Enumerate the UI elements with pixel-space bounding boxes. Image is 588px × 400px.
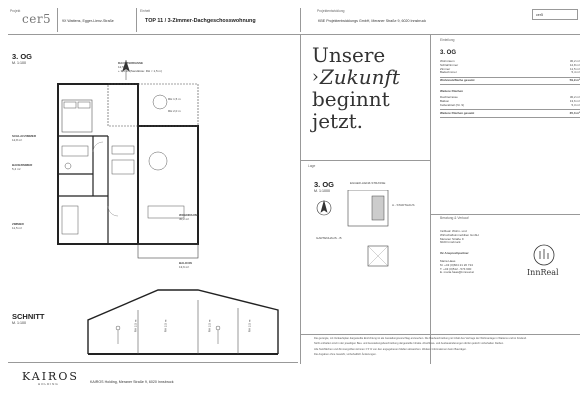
projekt-label: Projekt: [10, 9, 21, 13]
einheit-label: Einheit: [140, 9, 151, 13]
innreal-logo: InnReal: [527, 268, 559, 277]
project-address: 9X Wattens, Egger-Lienz-Straße: [62, 19, 114, 23]
footer-address: KAIROS Holding, Meraner Straße 9, 6020 Innsbruck: [90, 380, 174, 384]
section-scale: M. 1:100: [12, 321, 26, 325]
lage-haus: A - STADTHAUS: [392, 203, 415, 207]
lage-scale: M. 1:1000: [314, 189, 330, 193]
contact-panel: [440, 216, 580, 326]
section-title: SCHNITT: [12, 312, 45, 321]
weitere-row: Dachterrasse 30,2 m²: [440, 95, 580, 100]
height-label-2: RH 2,0 m: [168, 109, 181, 113]
kairos-logo: KAIROS: [22, 370, 79, 383]
weitere-row: Kellerabteil (Nr. 9) 5,3 m²: [440, 102, 580, 107]
slogan-panel: [312, 44, 400, 132]
einteilung-total: Wohnnutzfläche gesamt 59,9 m²: [440, 77, 580, 86]
weitere-rows: [440, 96, 580, 107]
slogan-line-2: › Zukunft: [312, 65, 400, 89]
weitere-row: Balkon 13,6 m²: [440, 99, 580, 104]
einteilung-row: Wohnraum 30,2 m²: [440, 59, 580, 63]
contact-company: InnReal: Wohn- und Wirtschaftsimmobilien GmbH Meraner Straße 9 6020 Innsbruck: [440, 229, 479, 245]
section-dim-2: RH 2,5 m: [163, 319, 168, 333]
header-bar: [0, 0, 588, 34]
disclaimer-panel: [314, 337, 578, 357]
right-logo-box: [532, 9, 578, 20]
contact-person-title: Ihr Ansprechpartner: [440, 251, 469, 255]
slogan-line-3: beginnt: [312, 87, 390, 111]
einteilung-floor: 3. OG: [440, 50, 457, 56]
weitere-title: Weitere Flächen: [440, 89, 463, 94]
floor-plan-panel: [8, 36, 298, 298]
slogan-line-1: Unsere: [312, 43, 386, 67]
disclaimer-line: Die Angaben ohne Gewähr, vorbehaltlich Änderungen.: [314, 352, 377, 356]
site-plan-drawing: [310, 190, 425, 310]
project-logo: cer5: [22, 12, 52, 26]
contact-person: Maria Haas M. +43 (0)664 21 20 724 T. +43 (0)512 - 574 600 E. maria.haas@innreal.at: [440, 259, 474, 275]
room-wohnraum: WOHNRAUM 30,2 m²: [179, 213, 198, 221]
contact-title: Beratung & Verkauf: [440, 216, 469, 220]
height-label-1: RH 1,5 m: [168, 97, 181, 101]
einteilung-panel: [440, 36, 580, 118]
room-balkon: BALKON 13,6 m²: [179, 261, 192, 269]
section-dim-1: RH 2,5 m: [133, 319, 138, 333]
developer-text: KBE Projektentwicklungs GmbH, Meraner Straße 9, 6020 Innsbruck: [318, 19, 427, 23]
floor-plan-drawing: [48, 56, 208, 266]
einteilung-row: Schlafzimmer 12,8 m²: [440, 62, 580, 67]
disclaimer-line: Nicht enthalten sind in der jeweiligen Bau- und Ausstattungsbeschreibung dargestellte Inhalte. Abschluss- und Ausbauänderungen dürfen jedoch vorbehalten bleiben.: [314, 342, 504, 346]
plan-scale: M. 1:100: [12, 61, 26, 65]
unit-title: TOP 11 / 3-Zimmer-Dachgeschosswohnung: [145, 18, 256, 24]
einteilung-title: Einteilung: [440, 38, 455, 42]
weitere-total: Weitere Flächen gesamt 35,3 m²: [440, 109, 580, 118]
section-panel: [8, 270, 298, 362]
projektentwicklung-label: Projektentwicklung: [317, 9, 345, 13]
einteilung-row: Zimmer 11,5 m²: [440, 66, 580, 71]
room-zimmer: ZIMMER 11,5 m²: [12, 222, 24, 230]
lage-title: Lage: [308, 164, 316, 168]
right-logo: cer5: [536, 13, 543, 17]
einteilung-row: Badezimmer 5,4 m²: [440, 70, 580, 75]
kairos-logo-sub: HOLDING: [38, 382, 59, 386]
section-drawing: [78, 270, 288, 360]
lage-floor: 3. OG: [314, 180, 335, 189]
room-schlafzimmer: SCHLAFZIMMER 12,8 m²: [12, 134, 36, 142]
chevron-right-icon: ›: [312, 67, 319, 87]
room-dachterrasse: DACHTERRASSE 12,5 m² + 3,3 m² (Sandkiste: RH < 1,5 m): [118, 61, 163, 73]
section-dim-3: RH 2,5 m: [207, 319, 212, 333]
room-badezimmer: BADEZIMMER 5,4 m²: [12, 163, 33, 171]
einteilung-rows: [440, 60, 580, 75]
disclaimer-line: Alle Nutzflächen und Zimmergrößen können ± 5 % von den angegebenen Maßen abweichen. Weitere Informationen beim Bauträger.: [314, 347, 467, 351]
section-dim-4: RH 2,5 m: [247, 319, 252, 333]
innreal-logo-icon: [533, 244, 555, 266]
north-arrow-icon: [317, 201, 331, 215]
disclaimer-line: Die gezeigte, mit Verkaufsplan dargestellte Einrichtung ist als Gestaltungsvorschlag anzusehen. Die Baubeschreibung ist Inhalt des Vertrags der Wohnanlage in Wattens und ist bindend.: [314, 337, 527, 340]
plan-floor: 3. OG: [12, 52, 33, 61]
lage-street: EGGER-LIENZ-STRASSE: [350, 181, 386, 185]
lage-garten: GARTENHAUS - B: [316, 236, 342, 240]
footer-left: [8, 362, 298, 392]
slogan-line-4: jetzt.: [312, 109, 364, 133]
